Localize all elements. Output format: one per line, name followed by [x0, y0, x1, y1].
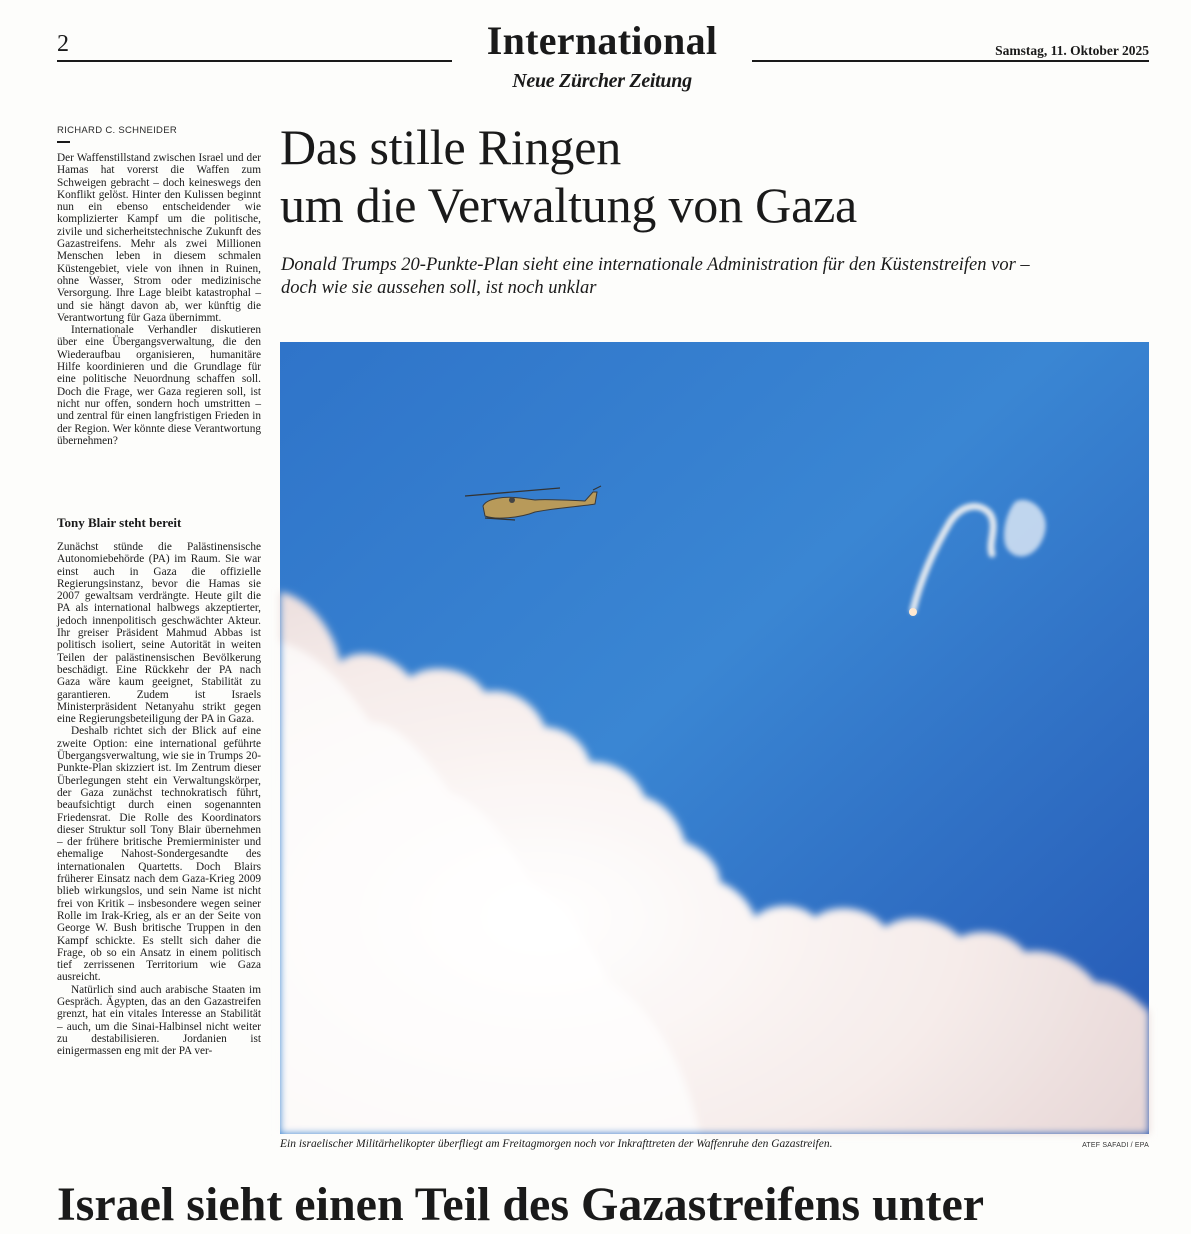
article-photo: [280, 342, 1149, 1134]
body-paragraph: Der Waffenstillstand zwischen Israel und der Hamas hat vorerst die Waffen zum Schweigen gebracht – doch keineswegs den Konflikt gelöst. Hinter den Kulissen beginnt nun ein ebenso entscheidender wie komplizierter Kampf um die politische, zivile und sicherheitstechnische Zukunft des Gazastreifens. Mehr als zwei Millionen Menschen leben in diesem schmalen Küstengebiet, viele von ihnen in Ruinen, ohne Wasser, Strom oder medizinische Versorgung. Ihre Lage bleibt katastrophal – und sie hängt davon ab, wer künftig die Verantwortung für Gaza übernimmt.: [57, 152, 261, 324]
masthead-rule-left: [57, 60, 452, 62]
section-title: International: [486, 18, 718, 63]
article-dek: [281, 254, 1141, 300]
headline-line: um die Verwaltung von Gaza: [280, 177, 858, 233]
newspaper-logo: Neue Zürcher Zeitung: [512, 70, 692, 92]
headline-line: Das stille Ringen: [280, 119, 622, 175]
photo-illustration: [280, 342, 1149, 1134]
article-subhead: Tony Blair steht bereit: [57, 515, 182, 530]
dek-line: Donald Trumps 20-Punkte-Plan sieht eine internationale Administration für den Küstenstreifen vor –: [281, 255, 1030, 275]
next-article-headline: Israel sieht einen Teil des Gazastreifens unter: [57, 1178, 985, 1231]
body-paragraph: Internationale Verhandler diskutieren über eine Übergangsverwaltung, die den Wiederaufbau organisieren, humanitäre Hilfe koordinieren und die Grundlage für eine politische Neuordnung schaffen soll. Doch die Frage, wer Gaza regieren soll, ist nicht nur offen, sondern hoch umstritten – und zentral für einen langfristigen Frieden in der Region. Wer könnte diese Verantwortung übernehmen?: [57, 324, 261, 447]
article-body-bottom: [57, 541, 261, 1057]
body-paragraph: Deshalb richtet sich der Blick auf eine zweite Option: eine international geführte Übergangsverwaltung, wie sie in Trumps 20-Punkte-Plan skizziert ist. Im Zentrum dieser Überlegungen steht ein Verwaltungskörper, der Gaza zunächst technokratisch führt, beaufsichtigt durch einen sogenannten Friedensrat. Die Rolle des Koordinators dieser Struktur soll Tony Blair übernehmen – der frühere britische Premierminister und ehemalige Nahost-Sondergesandte des internationalen Quartetts. Doch Blairs früherer Einsatz nach dem Gaza-Krieg 2009 blieb wirkungslos, und sein Name ist nicht frei von Kritik – insbesondere wegen seiner Rolle im Irak-Krieg, als er an der Seite von George W. Bush britische Truppen in den Kampf schickte. Es stellt sich daher die Frage, ob so ein Ansatz in einem politisch tief zerrissenen Territorium wie Gaza ausreicht.: [57, 725, 261, 984]
photo-caption: Ein israelischer Militärhelikopter überfliegt am Freitagmorgen noch vor Inkrafttreten der Waffenruhe den Gazastreifen.: [280, 1138, 833, 1150]
photo-credit: ATEF SAFADI / EPA: [1082, 1142, 1149, 1149]
page-number: 2: [57, 31, 69, 57]
issue-date: Samstag, 11. Oktober 2025: [995, 43, 1149, 58]
article-headline: [280, 118, 1160, 234]
masthead-rule-right: [752, 60, 1149, 62]
author-byline: RICHARD C. SCHNEIDER: [57, 125, 178, 136]
body-paragraph: Natürlich sind auch arabische Staaten im Gespräch. Ägypten, das an den Gazastreifen grenzt, hat ein vitales Interesse an Stabilität – auch, um die Sinai-Halbinsel nicht weiter zu destabilisieren. Jordanien ist einigermassen eng mit der PA ver-: [57, 983, 261, 1058]
body-paragraph: Zunächst stünde die Palästinensische Autonomiebehörde (PA) im Raum. Sie war einst auch in Gaza die offizielle Regierungsinstanz, bevor die Hamas sie 2007 gewaltsam verdrängte. Heute gilt die PA als international halbwegs akzeptierter, jedoch innenpolitisch geschwächter Akteur. Ihr greiser Präsident Mahmud Abbas ist politisch isoliert, seine Autorität in weiten Teilen der palästinensischen Bevölkerung beschädigt. Eine Rückkehr der PA nach Gaza wäre kaum geeignet, Stabilität zu garantieren. Zudem ist Israels Ministerpräsident Netanyahu strikt gegen eine Regierungsbeteiligung der PA in Gaza.: [57, 541, 261, 726]
flare: [909, 608, 917, 616]
dek-line: doch wie sie aussehen soll, ist noch unklar: [281, 278, 597, 298]
byline-dash: [57, 141, 70, 143]
article-body-top: [57, 152, 261, 447]
